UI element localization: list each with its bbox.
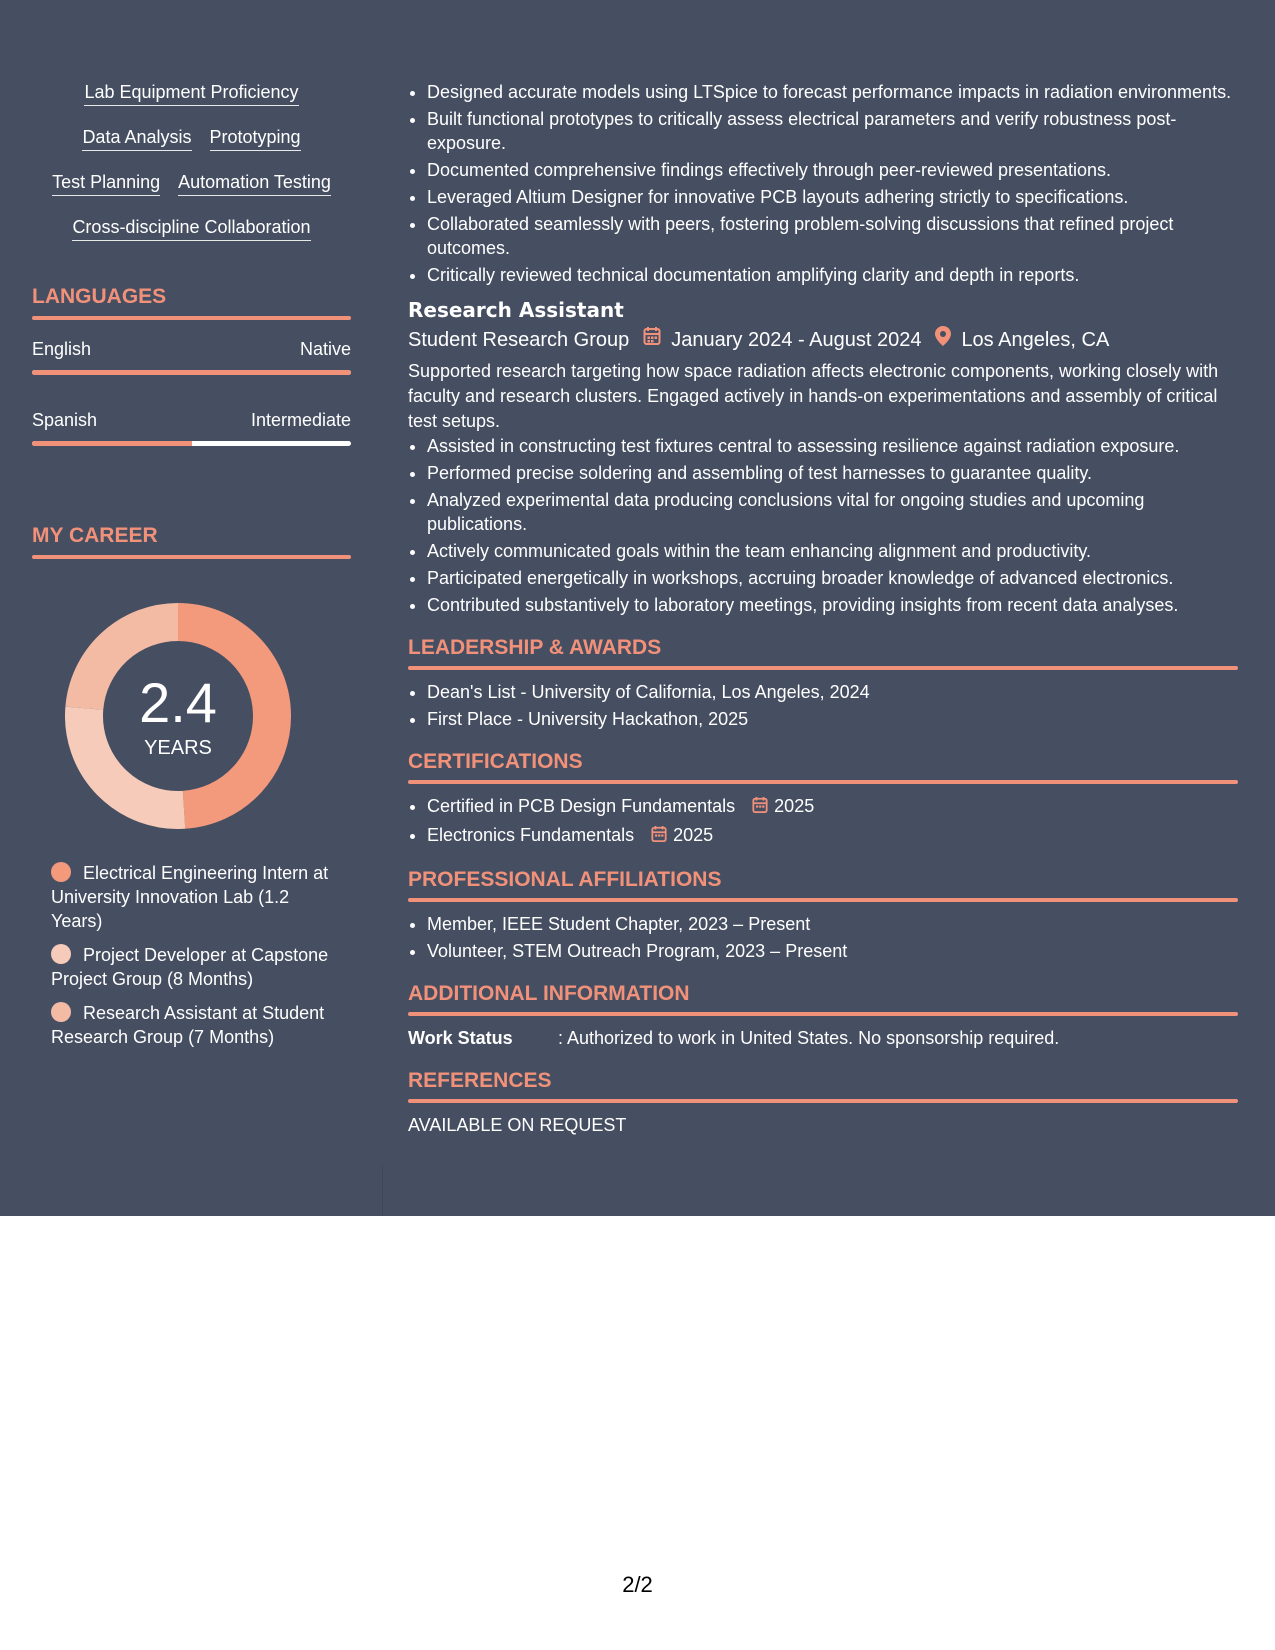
job-company: Student Research Group — [408, 329, 630, 351]
additional-section — [408, 981, 1238, 1050]
language-level: Intermediate — [250, 410, 351, 430]
list-item: • Collaborated seamlessly with peers, fostering problem-solving discussions that refined project outcomes. — [427, 212, 1238, 260]
legend-dot — [51, 944, 71, 964]
list-item: • First Place - University Hackathon, 2025 — [427, 707, 1238, 731]
additional-heading: ADDITIONAL INFORMATION — [408, 982, 690, 1005]
skill-tag: Prototyping — [210, 127, 301, 151]
legend-item — [51, 943, 331, 991]
legend-item — [51, 861, 331, 933]
list-item: • Critically reviewed technical documentation amplifying clarity and depth in reports. — [427, 263, 1238, 287]
job-title: Research Assistant — [408, 298, 624, 322]
job-location: Los Angeles, CA — [961, 329, 1110, 351]
list-item: • Analyzed experimental data producing conclusions vital for ongoing studies and upcoming publications. — [427, 488, 1238, 536]
languages-section — [32, 284, 351, 446]
previous-job-bullets — [408, 80, 1238, 287]
work-status-label: Work Status — [408, 1028, 513, 1048]
job-dates: January 2024 - August 2024 — [671, 329, 922, 351]
career-unit: YEARS — [144, 737, 212, 759]
section-rule — [408, 898, 1238, 902]
work-status-row — [408, 1026, 1238, 1050]
list-item: • Built functional prototypes to critically assess electrical parameters and verify robustness post-exposure. — [427, 107, 1238, 155]
awards-heading: LEADERSHIP & AWARDS — [408, 636, 662, 659]
language-item — [32, 409, 351, 446]
list-item: • Dean's List - University of California, Los Angeles, 2024 — [427, 680, 1238, 704]
section-rule — [408, 1012, 1238, 1016]
certifications-section — [408, 749, 1238, 849]
map-pin-icon — [935, 326, 951, 354]
cert-year: 2025 — [774, 796, 815, 816]
cert-name: Electronics Fundamentals — [427, 825, 635, 845]
skill-tag: Test Planning — [52, 172, 160, 196]
affiliations-section — [408, 867, 1238, 963]
language-bar — [32, 441, 351, 446]
section-rule — [408, 1099, 1238, 1103]
calendar-icon — [643, 326, 661, 354]
main-content — [408, 80, 1238, 1137]
list-item: • Actively communicated goals within the team enhancing alignment and productivity. — [427, 539, 1238, 563]
section-rule — [32, 555, 351, 559]
legend-dot — [51, 862, 71, 882]
section-rule — [408, 666, 1238, 670]
references-text: AVAILABLE ON REQUEST — [408, 1115, 627, 1135]
certifications-heading: CERTIFICATIONS — [408, 750, 583, 773]
skill-tag: Lab Equipment Proficiency — [84, 82, 298, 106]
skill-tag: Data Analysis — [82, 127, 191, 151]
legend-label: Research Assistant at Student Research Group (7 Months) — [51, 1003, 325, 1047]
job-bullets — [408, 434, 1238, 617]
references-heading: REFERENCES — [408, 1069, 552, 1092]
affiliations-heading: PROFESSIONAL AFFILIATIONS — [408, 868, 722, 891]
section-rule — [408, 780, 1238, 784]
list-item: • Participated energetically in workshops, accruing broader knowledge of advanced electronics. — [427, 566, 1238, 590]
language-item — [32, 338, 351, 375]
career-total: 2.4 — [139, 671, 217, 734]
language-bar — [32, 370, 351, 375]
awards-section — [408, 635, 1238, 731]
list-item: • Documented comprehensive findings effectively through peer-reviewed presentations. — [427, 158, 1238, 182]
column-divider — [382, 1165, 383, 1216]
skills-list — [32, 82, 351, 262]
work-status-value: : Authorized to work in United States. No sponsorship required. — [558, 1028, 1060, 1048]
sidebar — [32, 82, 351, 1059]
list-item — [427, 823, 1238, 849]
section-rule — [32, 316, 351, 320]
language-level: Native — [299, 339, 351, 359]
legend-label: Project Developer at Capstone Project Group (8 Months) — [51, 945, 329, 989]
career-section — [32, 523, 351, 1049]
skill-tag: Cross-discipline Collaboration — [72, 217, 310, 241]
calendar-icon — [752, 796, 768, 820]
list-item: • Leveraged Altium Designer for innovative PCB layouts adhering strictly to specifications. — [427, 185, 1238, 209]
references-section — [408, 1068, 1238, 1137]
calendar-icon — [651, 825, 667, 849]
language-name: Spanish — [32, 410, 98, 430]
skills-row — [32, 127, 351, 172]
list-item: • Assisted in constructing test fixtures central to assessing resilience against radiation exposure. — [427, 434, 1238, 458]
language-name: English — [32, 339, 92, 359]
job-entry — [408, 296, 1238, 617]
language-bar-fill — [32, 370, 351, 375]
job-meta — [408, 326, 1238, 354]
list-item: • Volunteer, STEM Outreach Program, 2023 – Present — [427, 939, 1238, 963]
skills-row — [32, 217, 351, 262]
career-heading: MY CAREER — [32, 524, 158, 547]
list-item: • Member, IEEE Student Chapter, 2023 – Present — [427, 912, 1238, 936]
languages-heading: LANGUAGES — [32, 285, 167, 308]
career-legend — [51, 861, 331, 1049]
legend-label: Electrical Engineering Intern at University Innovation Lab (1.2 Years) — [51, 863, 329, 931]
job-summary: Supported research targeting how space radiation affects electronic components, working closely with faculty and research clusters. Engaged actively in hands-on experimentations and assembly of critical test setups. — [408, 361, 1219, 431]
language-bar-fill — [32, 441, 192, 446]
career-donut-chart — [65, 603, 291, 829]
cert-name: Certified in PCB Design Fundamentals — [427, 796, 736, 816]
skill-tag: Automation Testing — [178, 172, 331, 196]
legend-dot — [51, 1002, 71, 1022]
skills-row — [32, 82, 351, 127]
page-number: 2/2 — [622, 1572, 653, 1597]
list-item — [427, 794, 1238, 820]
skills-row — [32, 172, 351, 217]
legend-item — [51, 1001, 331, 1049]
list-item: • Performed precise soldering and assembling of test harnesses to guarantee quality. — [427, 461, 1238, 485]
list-item: • Contributed substantively to laboratory meetings, providing insights from recent data analyses. — [427, 593, 1238, 617]
list-item: • Designed accurate models using LTSpice to forecast performance impacts in radiation environments. — [427, 80, 1238, 104]
cert-year: 2025 — [673, 825, 714, 845]
